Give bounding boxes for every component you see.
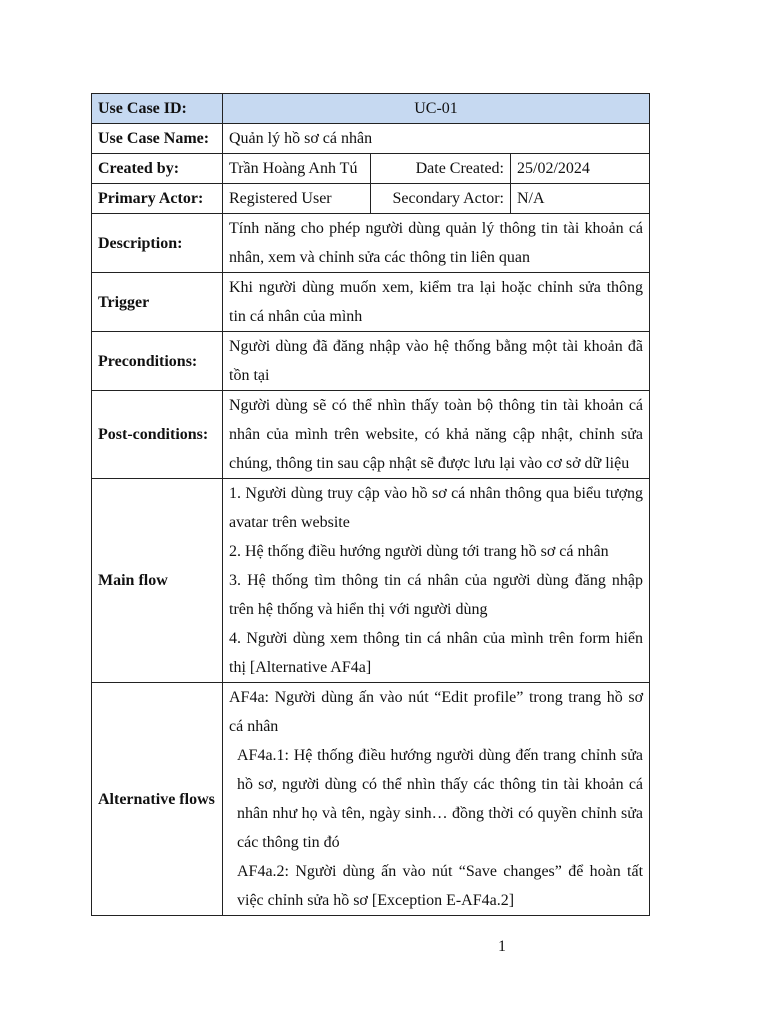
alt-flow-item: AF4a: Người dùng ấn vào nút “Edit profile” trong trang hồ sơ cá nhân	[229, 689, 644, 735]
row-postconditions	[92, 391, 650, 479]
main-flow-step: 1. Người dùng truy cập vào hồ sơ cá nhân thông qua biểu tượng avatar trên website	[229, 485, 644, 531]
row-preconditions	[92, 332, 650, 391]
main-flow-value	[223, 479, 650, 683]
row-actors	[92, 184, 650, 214]
date-created-value: 25/02/2024	[511, 154, 650, 184]
description-label: Description:	[92, 214, 223, 273]
description-value: Tính năng cho phép người dùng quản lý thông tin tài khoản cá nhân, xem và chỉnh sửa các thông tin liên quan	[223, 214, 650, 273]
main-flow-step: 2. Hệ thống điều hướng người dùng tới trang hồ sơ cá nhân	[229, 543, 609, 560]
page-number: 1	[498, 938, 506, 955]
row-description	[92, 214, 650, 273]
row-use-case-name	[92, 124, 650, 154]
use-case-name-label: Use Case Name:	[92, 124, 223, 154]
row-main-flow	[92, 479, 650, 683]
trigger-label: Trigger	[92, 273, 223, 332]
row-alternative-flows	[92, 683, 650, 916]
use-case-id-label: Use Case ID:	[92, 94, 223, 124]
created-by-label: Created by:	[92, 154, 223, 184]
postconditions-value: Người dùng sẽ có thể nhìn thấy toàn bộ thông tin tài khoản cá nhân của mình trên website, có khả năng cập nhật, chỉnh sửa chúng, thông tin sau cập nhật sẽ được lưu lại vào cơ sở dữ liệu	[223, 391, 650, 479]
preconditions-value: Người dùng đã đăng nhập vào hệ thống bằng một tài khoản đã tồn tại	[223, 332, 650, 391]
alt-flows-value	[223, 683, 650, 916]
trigger-value: Khi người dùng muốn xem, kiểm tra lại hoặc chỉnh sửa thông tin cá nhân của mình	[223, 273, 650, 332]
use-case-id-value: UC-01	[223, 94, 650, 124]
row-created-by	[92, 154, 650, 184]
use-case-name-value: Quản lý hồ sơ cá nhân	[223, 124, 650, 154]
secondary-actor-value: N/A	[511, 184, 650, 214]
alt-flows-label: Alternative flows	[92, 683, 223, 916]
main-flow-step: 3. Hệ thống tìm thông tin cá nhân của người dùng đăng nhập trên hệ thống và hiển thị với người dùng	[229, 572, 644, 618]
primary-actor-value: Registered User	[223, 184, 371, 214]
primary-actor-label: Primary Actor:	[92, 184, 223, 214]
alt-flow-item: AF4a.1: Hệ thống điều hướng người dùng đến trang chỉnh sửa hồ sơ, người dùng có thể nhìn thấy các thông tin tài khoản cá nhân như họ và tên, ngày sinh… đồng thời có quyền chỉnh sửa các thông tin đó	[237, 747, 644, 851]
row-trigger	[92, 273, 650, 332]
main-flow-label: Main flow	[92, 479, 223, 683]
use-case-table	[91, 93, 650, 916]
preconditions-label: Preconditions:	[92, 332, 223, 391]
secondary-actor-label: Secondary Actor:	[371, 184, 511, 214]
date-created-label: Date Created:	[371, 154, 511, 184]
postconditions-label: Post-conditions:	[92, 391, 223, 479]
row-use-case-id	[92, 94, 650, 124]
alt-flow-item: AF4a.2: Người dùng ấn vào nút “Save changes” để hoàn tất việc chỉnh sửa hồ sơ [Exception E-AF4a.2]	[237, 863, 644, 909]
created-by-value: Trần Hoàng Anh Tú	[223, 154, 371, 184]
main-flow-step: 4. Người dùng xem thông tin cá nhân của mình trên form hiển thị [Alternative AF4a]	[229, 630, 644, 676]
